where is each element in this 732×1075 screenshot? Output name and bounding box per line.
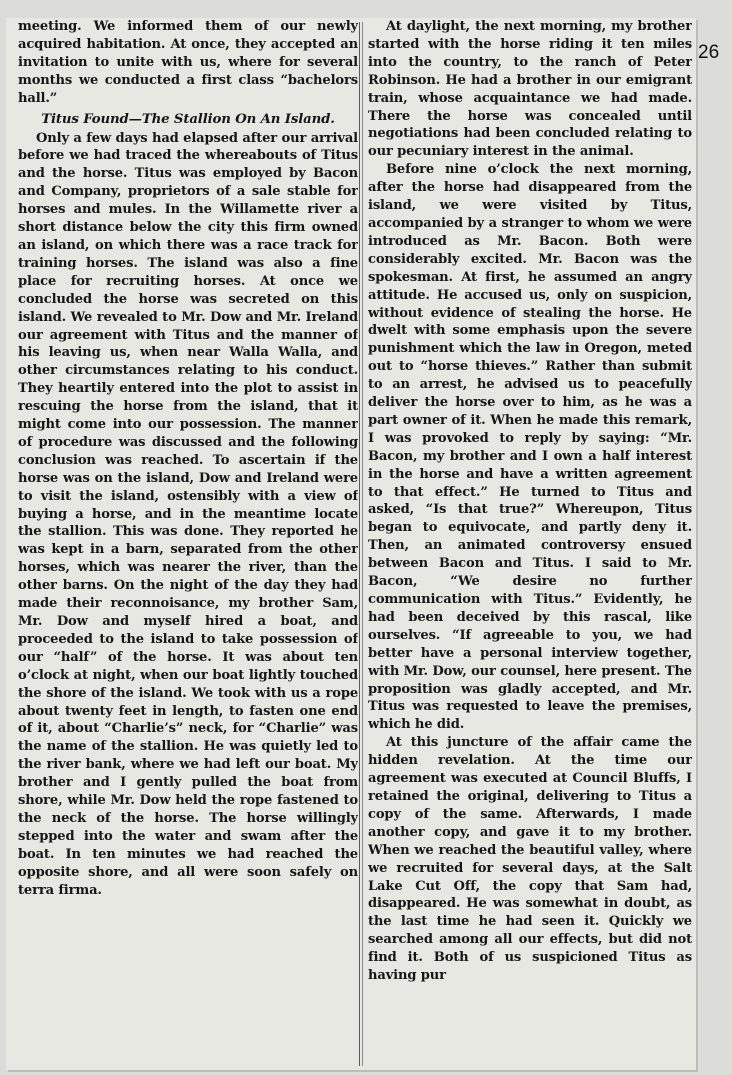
right-column [368, 18, 692, 1070]
right-paragraph-2: Before nine o’clock the next morning, after the horse had disappeared from the island, we were visited by Titus, accompanied by a stranger to whom we were introduced as Mr. Bacon. Both were considerably excited. Mr. Bacon was the spokesman. At first, he assumed an angry attitude. He accused us, only on suspicion, without evidence of stealing the horse. He dwelt with some emphasis upon the severe punishment which the law in Oregon, meted out to “horse thieves.” Rather than submit to an arrest, he advised us to peacefully deliver the horse over to him, as he was a part owner of it. When he made this remark, I was provoked to reply by saying: “Mr. Bacon, my brother and I own a half interest in the horse and have a written agreement to that effect.” He turned to Titus and asked, “Is that true?” Whereupon, Titus began to equivocate, and partly deny it. Then, an animated controversy ensued between Bacon and Titus. I said to Mr. Bacon, “We desire no further communication with Titus.” Evidently, he had been deceived by this rascal, like ourselves. “If agreeable to you, we had better have a personal interview together, with Mr. Dow, our counsel, here present. The proposition was gladly accepted, and Mr. Titus was requested to leave the premises, which he did. [368, 162, 692, 733]
column-rule-shadow [362, 22, 363, 1066]
right-paragraph-3: At this juncture of the affair came the hidden revelation. At the time our agreement was executed at Council Bluffs, I retained the original, delivering to Titus a copy of the same. Afterwards, I made another copy, and gave it to my brother. When we reached the beautiful valley, where we recruited for several days, at the Salt Lake Cut Off, the copy that Sam had, disappeared. He was somewhat in doubt, as the last time he had seen it. Quickly we searched among all our effects, but did not find it. Both of us suspicioned Titus as having pur [368, 735, 692, 984]
page-number: 26 [698, 42, 720, 63]
left-paragraph-1: meeting. We informed them of our newly acquired habitation. At once, they accepted an invitation to unite with us, where for several months we conducted a first class “bachelors hall.” [18, 19, 358, 106]
left-paragraph-2: Only a few days had elapsed after our arrival before we had traced the whereabouts of Titus and the horse. Titus was employed by Bacon and Company, proprietors of a sale stable for horses and mules. In the Willamette river a short distance below the city this firm owned an island, on which there was a race track for training horses. The island was also a fine place for recruiting horses. At once we concluded the horse was secreted on this island. We revealed to Mr. Dow and Mr. Ireland our agreement with Titus and the manner of his leaving us, when near Walla Walla, and other circumstances relating to his conduct. They heartily entered into the plot to assist in rescuing the horse from the island, that it might come into our possession. The manner of procedure was discussed and the following conclusion was reached. To ascertain if the horse was on the island, Dow and Ireland were to visit the island, ostensibly with a view of buying a horse, and in the meantime locate the stallion. This was done. They reported he was kept in a barn, separated from the other horses, which was nearer the river, than the other barns. On the night of the day they had made their reconnoisance, my brother Sam, Mr. Dow and myself hired a boat, and proceeded to the island to take possession of our “half” of the horse. It was about ten o’clock at night, when our boat lightly touched the shore of the island. We took with us a rope about twenty feet in length, to fasten one end of it, about “Charlie’s” neck, for “Charlie” was the name of the stallion. He was quietly led to the river bank, where we had left our boat. My brother and I gently pulled the boat from shore, while Mr. Dow held the rope fastened to the neck of the horse. The horse willingly stepped into the water and swam after the boat. In ten minutes we had reached the opposite shore, and all were soon safely on terra firma. [18, 130, 358, 898]
section-heading: Titus Found—The Stallion On An Island. [41, 111, 335, 127]
right-paragraph-1: At daylight, the next morning, my brother started with the horse riding it ten miles into the country, to the ranch of Peter Robinson. He had a brother in our emigrant train, whose acquaintance we had made. There the horse was concealed until negotiations had been concluded relating to our pecuniary interest in the animal. [368, 19, 692, 160]
newspaper-clipping [6, 18, 696, 1070]
left-column [18, 18, 358, 1070]
column-rule [359, 22, 360, 1066]
